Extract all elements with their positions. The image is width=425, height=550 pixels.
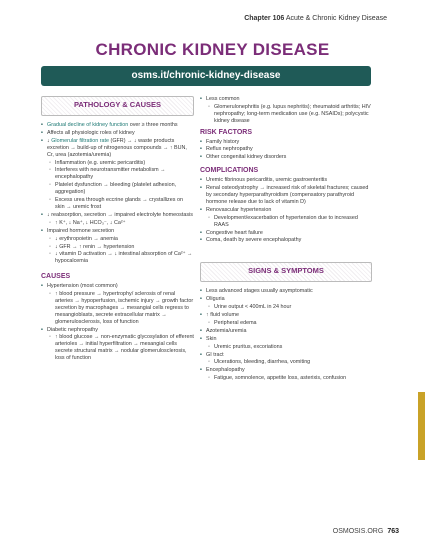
- sub-list-item: ◦ Glomerulonephritis (e.g. lupus nephritis); rheumatoid arthritis; HIV nephropathy; long-term medication use (e.g. NSAIDs); polycystic kidney disease: [208, 104, 372, 125]
- causes-heading: CAUSES: [41, 273, 71, 281]
- list-item-text: Impaired hormone secretion: [47, 227, 115, 234]
- chapter-label: Chapter 106: [244, 15, 285, 22]
- sub-list: [208, 215, 372, 229]
- list-item: • Congestive heart failure: [200, 230, 372, 237]
- list-item: [200, 96, 372, 125]
- list-item: • Coma, death by severe encephalopathy: [200, 237, 372, 244]
- url-text[interactable]: osms.it/chronic-kidney-disease: [131, 70, 281, 81]
- list-item: [200, 336, 372, 351]
- pathology-list: [41, 122, 194, 265]
- list-item: [41, 122, 194, 129]
- sub-list: [49, 291, 194, 326]
- list-item: • Affects all physiologic roles of kidney: [41, 130, 194, 137]
- left-column: [41, 96, 194, 363]
- list-item: • Azotemia/uremia: [200, 328, 372, 335]
- list-item: • Less advanced stages usually asymptomatic: [200, 288, 372, 295]
- list-item: • Family history: [200, 139, 372, 146]
- list-item: [200, 312, 372, 327]
- right-column: [200, 96, 372, 383]
- causes-continued-list: [200, 96, 372, 125]
- chapter-side-tab: [418, 392, 425, 460]
- list-item: [41, 212, 194, 227]
- sub-list-item: ◦ Development/exacerbation of hypertension due to increased RAAS: [208, 215, 372, 229]
- sub-list-item: ◦ Urine output < 400mL in 24 hour: [208, 304, 372, 311]
- list-item-text: ↑ fluid volume: [206, 312, 239, 319]
- sub-list-item: ◦ Inflammation (e.g. uremic pericarditis): [49, 160, 194, 167]
- sub-list-item: ◦ ↓ GFR → ↑ renin → hypertension: [49, 244, 194, 251]
- risk-factors-list: [200, 139, 372, 162]
- list-item: • Uremic fibrinous pericarditis, uremic gastroenteritis: [200, 177, 372, 184]
- list-item-text: Skin: [206, 335, 217, 342]
- signs-symptoms-banner: SIGNS & SYMPTOMS: [200, 262, 372, 282]
- sub-list: [208, 375, 372, 382]
- list-item-text: over ≥ three months: [128, 122, 178, 128]
- list-item: [200, 352, 372, 367]
- url-bar[interactable]: [41, 66, 371, 86]
- list-item: [41, 228, 194, 266]
- list-item: [41, 138, 194, 211]
- list-item-text: Renovascular hypertension: [206, 206, 272, 213]
- list-item-text: Less common: [206, 96, 240, 102]
- list-item-text: ↓: [47, 137, 52, 144]
- complications-list: [200, 177, 372, 244]
- page-footer: [333, 528, 399, 535]
- list-item-text: GI tract: [206, 351, 224, 358]
- pathology-banner: PATHOLOGY & CAUSES: [41, 96, 194, 116]
- sub-list-item: ◦ Interferes with neurotransmitter metabolism → encephalopathy: [49, 167, 194, 181]
- sub-list: [49, 236, 194, 266]
- sub-list: [208, 304, 372, 311]
- sub-list-item: ◦ ↓ vitamin D activation → ↓ intestinal absorption of Ca²⁺ → hypocalcemia: [49, 251, 194, 265]
- list-item: • Reflux nephropathy: [200, 146, 372, 153]
- list-item-text: (GFR) → ↓ waste products excretion → build-up of nitrogenous compounds → ↑ BUN, Cr, urea (azotemia/uremia): [47, 137, 187, 158]
- complications-heading: COMPLICATIONS: [200, 167, 259, 175]
- list-item: [41, 327, 194, 363]
- list-item-text: Encephalopathy: [206, 367, 245, 374]
- chapter-title: Acute & Chronic Kidney Disease: [285, 15, 387, 22]
- sub-list: [208, 359, 372, 366]
- list-item-text: Hypertension (most common): [47, 283, 118, 290]
- list-item: [200, 296, 372, 311]
- page-number: 763: [387, 528, 399, 535]
- sub-list: [208, 320, 372, 327]
- footer-site: OSMOSIS.ORG: [332, 528, 384, 535]
- sub-list-item: ◦ ↑ blood pressure → hypertrophy/ sclerosis of renal arteries → hypoperfusion, ischemic injury → growth factor secretion by macrophages → mesangial cells regress to mesangioblasts, secrete extracellular matrix → glomerulosclerosis, loss of function: [49, 291, 194, 326]
- highlight-text: Glomerular filtration rate: [51, 137, 110, 144]
- risk-factors-heading: RISK FACTORS: [200, 128, 252, 136]
- causes-list: [41, 283, 194, 362]
- sub-list-item: ◦ Ulcerations, bleeding, diarrhea, vomiting: [208, 359, 372, 366]
- sub-list-item: ◦ ↓ erythropoietin → anemia: [49, 236, 194, 243]
- list-item: [41, 283, 194, 325]
- sub-list: [49, 334, 194, 362]
- list-item-text: Oliguria: [206, 296, 225, 303]
- sub-list-item: ◦ ↑ K⁺, ↓ Na⁺, ↓ HCO₃⁻, ↓ Ca²⁺: [49, 220, 194, 227]
- sub-list: [49, 160, 194, 211]
- list-item: • Other congenital kidney disorders: [200, 154, 372, 161]
- sub-list-item: ◦ Peripheral edema: [208, 320, 372, 327]
- signs-list: [200, 288, 372, 382]
- sub-list-item: ◦ ↑ blood glucose → non-enzymatic glycosylation of efferent arterioles → initial hyperfiltration → mesangial cells secrete structural matrix → nodular glomerulosclerosis, loss of function: [49, 334, 194, 362]
- sub-list-item: ◦ Fatigue, somnolence, appetite loss, asterixis, confusion: [208, 375, 372, 382]
- list-item: • Renal osteodystrophy → increased risk of skeletal fractures; caused by secondary hyperparathyroidism (compensatory parathyroid hormone release due to lack of vitamin D): [200, 185, 372, 206]
- list-item: [200, 207, 372, 229]
- list-item: [200, 367, 372, 382]
- sub-list-item: ◦ Excess urea through eccrine glands → crystallizes on skin → uremic frost: [49, 197, 194, 211]
- sub-list: [208, 344, 372, 351]
- sub-list-item: ◦ Platelet dysfunction → bleeding (platelet adhesion, aggregation): [49, 182, 194, 196]
- chapter-header: [244, 15, 387, 22]
- sub-list: [208, 104, 372, 125]
- sub-list-item: ◦ Uremic pruritus, excoriations: [208, 344, 372, 351]
- page-title: CHRONIC KIDNEY DISEASE: [95, 40, 330, 59]
- highlight-text: Gradual decline of kidney function: [47, 122, 129, 128]
- list-item-text: Diabetic nephropathy: [47, 326, 98, 333]
- sub-list: [49, 220, 194, 227]
- list-item-text: ↓ reabsorption, secretion → impaired electrolyte homeostasis: [47, 211, 193, 218]
